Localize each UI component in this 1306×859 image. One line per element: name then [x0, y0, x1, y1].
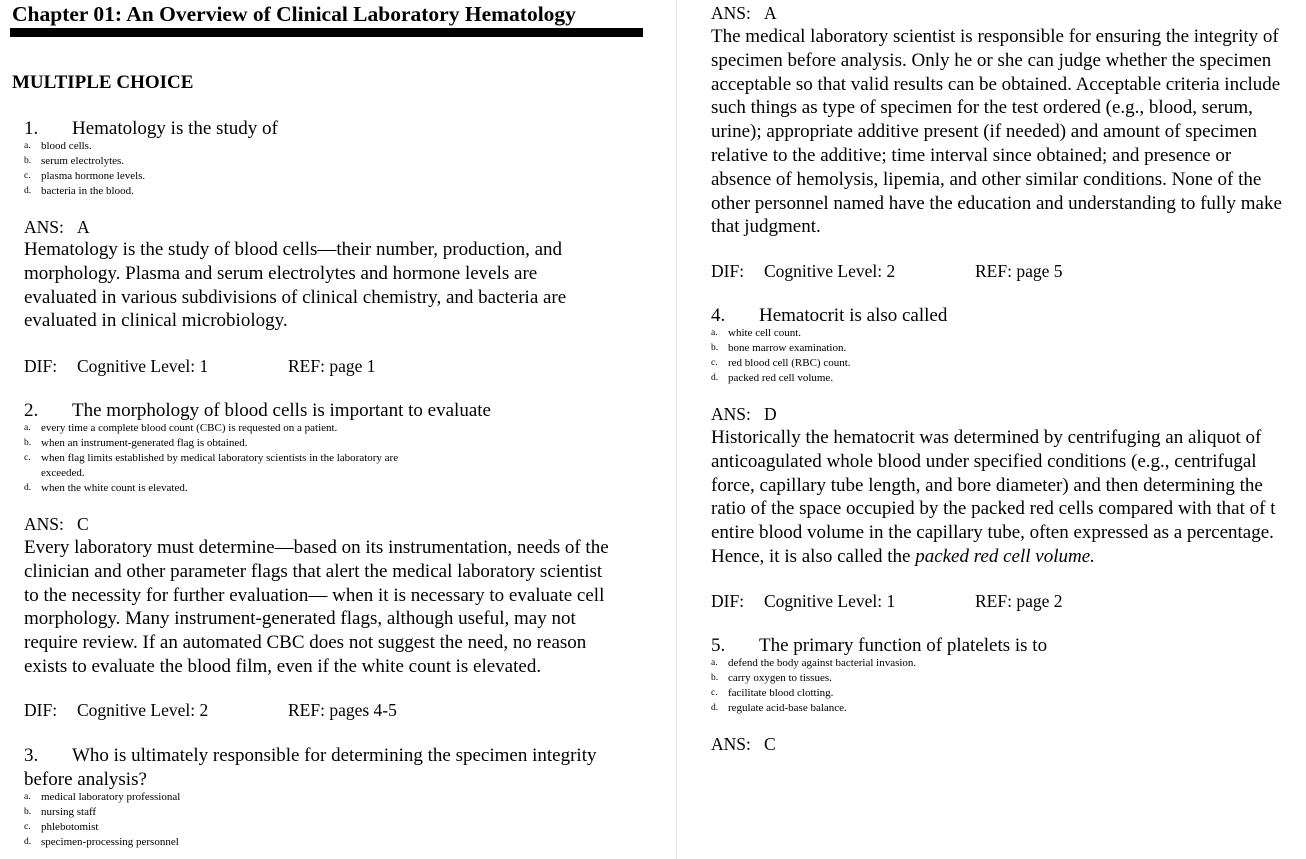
question-5-options — [711, 656, 916, 716]
difficulty: Cognitive Level: 1 — [77, 356, 209, 376]
difficulty: Cognitive Level: 1 — [764, 591, 896, 611]
option-c: c. red blood cell (RBC) count. — [711, 357, 851, 369]
difficulty: Cognitive Level: 2 — [764, 261, 896, 281]
option-b: b. nursing staff — [24, 806, 97, 818]
question-number: 4. — [711, 305, 726, 326]
question-text: The primary function of platelets is to — [759, 635, 1048, 656]
question-text: Who is ultimately responsible for determining the specimen integrity — [72, 745, 597, 766]
right-column — [677, 0, 1306, 859]
answer-2: ANS: C — [24, 514, 89, 534]
question-number: 3. — [24, 745, 39, 766]
option-c: c. facilitate blood clotting. — [711, 687, 834, 699]
question-text: Hematocrit is also called — [759, 305, 948, 326]
question-3-stem — [24, 744, 597, 792]
answer-letter: C — [77, 514, 89, 534]
title-rule — [10, 28, 643, 37]
question-4-options — [711, 326, 851, 386]
option-b: b. when an instrument-generated flag is obtained. — [24, 437, 248, 449]
question-3-options — [24, 790, 180, 850]
question-text: The morphology of blood cells is important to evaluate — [72, 400, 491, 421]
question-2-options — [24, 421, 398, 496]
option-b: b. serum electrolytes. — [24, 155, 125, 167]
answer-letter: A — [77, 217, 90, 237]
question-text-continued: before analysis? — [24, 769, 147, 790]
question-2-stem — [24, 399, 491, 423]
difficulty: Cognitive Level: 2 — [77, 700, 209, 720]
question-number: 2. — [24, 400, 39, 421]
question-number: 5. — [711, 635, 726, 656]
reference: REF: page 1 — [288, 356, 376, 376]
chapter-title: Chapter 01: An Overview of Clinical Laboratory Hematology — [12, 2, 576, 26]
answer-letter: A — [764, 3, 777, 23]
question-number: 1. — [24, 118, 39, 139]
reference: REF: page 2 — [975, 591, 1063, 611]
answer-5: ANS: C — [711, 734, 776, 754]
question-4-stem — [711, 304, 947, 328]
question-text: Hematology is the study of — [72, 118, 278, 139]
question-5-stem — [711, 634, 1047, 658]
option-d: d. specimen-processing personnel — [24, 836, 179, 848]
section-heading: MULTIPLE CHOICE — [12, 72, 194, 93]
option-c-continued: exceeded. — [41, 467, 85, 479]
question-1-stem — [24, 117, 278, 141]
meta-3: DIF: Cognitive Level: 2 REF: page 5 — [711, 261, 1063, 281]
option-a: a. blood cells. — [24, 140, 92, 152]
option-d: d. bacteria in the blood. — [24, 185, 134, 197]
option-c: c. phlebotomist — [24, 821, 99, 833]
rationale-3: The medical laboratory scientist is responsible for ensuring the integrity of specimen before analysis. Only he or she can judge whether the specimen acceptable so that valid results can be obtained. Acceptable criteria include such things as type of specimen for the test ordered (e.g., blood, serum, urine); appropriate additive present (if needed) and amount of specimen relative to the additive; time interval since obtained; and presence or absence of hemolysis, lipemia, and other similar conditions. None of the other personnel named have the education and understanding to fully make that judgment. — [711, 26, 1282, 238]
reference: REF: page 5 — [975, 261, 1063, 281]
meta-4: DIF: Cognitive Level: 1 REF: page 2 — [711, 591, 1063, 611]
option-d: d. when the white count is elevated. — [24, 482, 188, 494]
option-c: c. plasma hormone levels. — [24, 170, 146, 182]
rationale-2: Every laboratory must determine—based on its instrumentation, needs of the clinician and other parameter flags that alert the medical laboratory scientist to the necessity for further evaluation— when it is necessary to evaluate cell morphology. Many instrument-generated flags, although useful, may not require review. If an automated CBC does not suggest the need, no reason exists to evaluate the blood film, even if the white count is elevated. — [24, 537, 609, 677]
option-d: d. regulate acid-base balance. — [711, 702, 847, 714]
option-d: d. packed red cell volume. — [711, 372, 834, 384]
meta-1: DIF: Cognitive Level: 1 REF: page 1 — [24, 356, 376, 376]
meta-2: DIF: Cognitive Level: 2 REF: pages 4-5 — [24, 700, 397, 720]
answer-3: ANS: A — [711, 3, 777, 23]
question-1-options — [24, 139, 145, 199]
option-a: a. white cell count. — [711, 327, 802, 339]
answer-letter: D — [764, 404, 777, 424]
option-a: a. defend the body against bacterial invasion. — [711, 657, 917, 669]
option-a: a. medical laboratory professional — [24, 791, 181, 803]
italic-term: packed red cell volume. — [915, 545, 1095, 567]
answer-1: ANS: A — [24, 217, 90, 237]
option-b: b. carry oxygen to tissues. — [711, 672, 832, 684]
reference: REF: pages 4-5 — [288, 700, 397, 720]
option-a: a. every time a complete blood count (CBC) is requested on a patient. — [24, 422, 338, 434]
option-c: c. when flag limits established by medical laboratory scientists in the laboratory are — [24, 452, 399, 464]
answer-4: ANS: D — [711, 404, 777, 424]
rationale-4: Historically the hematocrit was determined by centrifuging an aliquot of anticoagulated whole blood under specified conditions (e.g., centrifugal force, capillary tube length, and bore diameter) and then determining the ratio of the space occupied by the packed red cells compared with that of t entire blood volume in the capillary tube, often expressed as a percentage. Hence, it is also called the packed red cell volume. — [711, 427, 1276, 567]
answer-letter: C — [764, 734, 776, 754]
option-b: b. bone marrow examination. — [711, 342, 847, 354]
rationale-1: Hematology is the study of blood cells—their number, production, and morphology. Plasma and serum electrolytes and hormone levels are evaluated in various subdivisions of clinical chemistry, and bacteria are evaluated in clinical microbiology. — [24, 239, 567, 332]
